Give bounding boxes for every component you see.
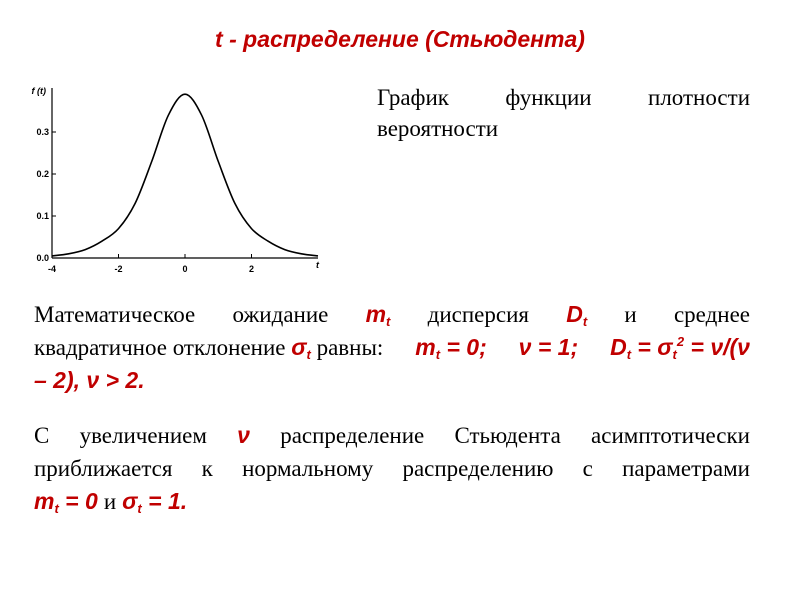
caption-line-1 <box>377 82 750 113</box>
mean-symbol: $m_t$ <box>365 301 391 329</box>
y-tick-label: 0.3 <box>36 127 49 137</box>
density-chart-svg <box>22 82 342 282</box>
x-axis-label: t <box>316 260 319 270</box>
formula: $m_t = 0$ <box>34 488 98 516</box>
y-tick-label: 0.2 <box>36 169 49 179</box>
moments-paragraph <box>34 298 750 397</box>
y-tick-label: 0.0 <box>36 253 49 263</box>
text-word: Математическое <box>34 302 196 327</box>
text-word: ожидание <box>232 302 329 327</box>
text-word: и <box>624 302 637 327</box>
text-word: увеличением <box>79 423 207 448</box>
text-word: параметрами <box>622 456 750 481</box>
text-segment: квадратичное отклонение $\sigma_t$ равны: <box>34 334 384 362</box>
formula: ν = 1; <box>518 334 579 360</box>
text-word: распределение <box>280 423 425 448</box>
x-tick-label: -4 <box>47 264 57 274</box>
text-word: С <box>34 423 50 448</box>
text-word: Стьюдента <box>454 423 561 448</box>
formula: $D_t = \sigma_t^2 = \nu/(\nu$ <box>610 334 750 362</box>
caption-word: функции <box>505 85 592 110</box>
formula: $m_t = 0$; <box>415 334 487 362</box>
text-word: среднее <box>673 302 750 327</box>
y-tick-label: 0.1 <box>36 211 49 221</box>
paragraph-line <box>34 364 750 397</box>
paragraph-line <box>34 331 750 364</box>
text-word: с <box>582 456 593 481</box>
text-word: дисперсия <box>427 302 529 327</box>
density-curve <box>52 94 318 256</box>
nu-symbol: ν <box>237 422 250 448</box>
std-symbol: $\sigma_t$ <box>291 334 311 362</box>
text-word: приближается <box>34 456 173 481</box>
x-tick-label: -2 <box>114 264 123 274</box>
formula: $\sigma_t = 1$. <box>122 488 188 516</box>
text-word: распределению <box>402 456 554 481</box>
formula: – 2), ν > 2. <box>34 367 145 393</box>
x-tick-label: 0 <box>182 264 188 274</box>
caption-line-2: вероятности <box>377 116 499 141</box>
text-word: к <box>201 456 213 481</box>
slide-title: t - распределение (Стьюдента) <box>215 26 585 52</box>
text-word: асимптотически <box>591 423 750 448</box>
chart-caption <box>377 82 750 144</box>
text-word: нормальному <box>242 456 374 481</box>
variance-symbol: $D_t$ <box>566 301 588 329</box>
caption-word: плотности <box>648 85 750 110</box>
x-tick-label: 2 <box>248 264 255 274</box>
y-axis-label: f (t) <box>31 86 46 96</box>
paragraph-line <box>34 419 750 452</box>
asymptotic-paragraph <box>34 419 750 518</box>
paragraph-line <box>34 298 750 331</box>
caption-word: График <box>377 85 449 110</box>
text-word: и <box>103 489 117 514</box>
paragraph-line <box>34 485 750 518</box>
density-chart <box>22 82 342 282</box>
paragraph-line <box>34 452 750 485</box>
